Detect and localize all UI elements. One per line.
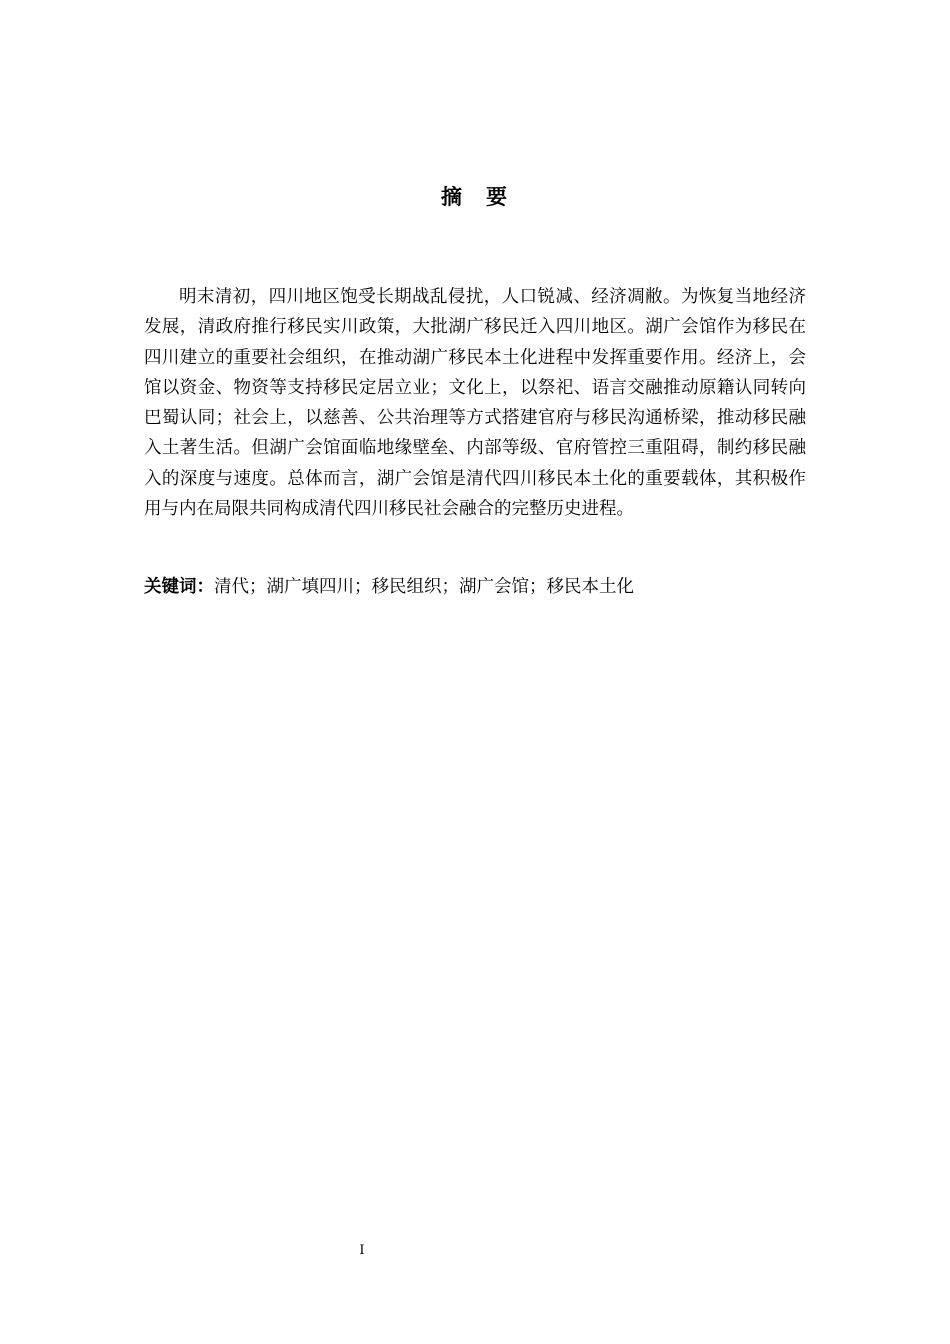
keywords-line: [144, 572, 806, 602]
keywords-text: 清代；湖广填四川；移民组织；湖广会馆；移民本土化: [214, 577, 634, 597]
keywords-label: 关键词：: [144, 577, 214, 597]
abstract-title-char-2: 要: [486, 185, 509, 209]
page-number: I: [359, 1243, 365, 1258]
abstract-body: 明末清初，四川地区饱受长期战乱侵扰，人口锐减、经济凋敝。为恢复当地经济发展，清政府推行移民实川政策，大批湖广移民迁入四川地区。湖广会馆作为移民在四川建立的重要社会组织，在推动湖广移民本土化进程中发挥重要作用。经济上，会馆以资金、物资等支持移民定居立业；文化上，以祭祀、语言交融推动原籍认同转向巴蜀认同；社会上，以慈善、公共治理等方式搭建官府与移民沟通桥梁，推动移民融入土著生活。但湖广会馆面临地缘壁垒、内部等级、官府管控三重阻碍，制约移民融入的深度与速度。总体而言，湖广会馆是清代四川移民本土化的重要载体，其积极作用与内在局限共同构成清代四川移民社会融合的完整历史进程。: [144, 287, 806, 520]
abstract-title-char-1: 摘: [441, 185, 464, 209]
abstract-title: [0, 181, 950, 211]
